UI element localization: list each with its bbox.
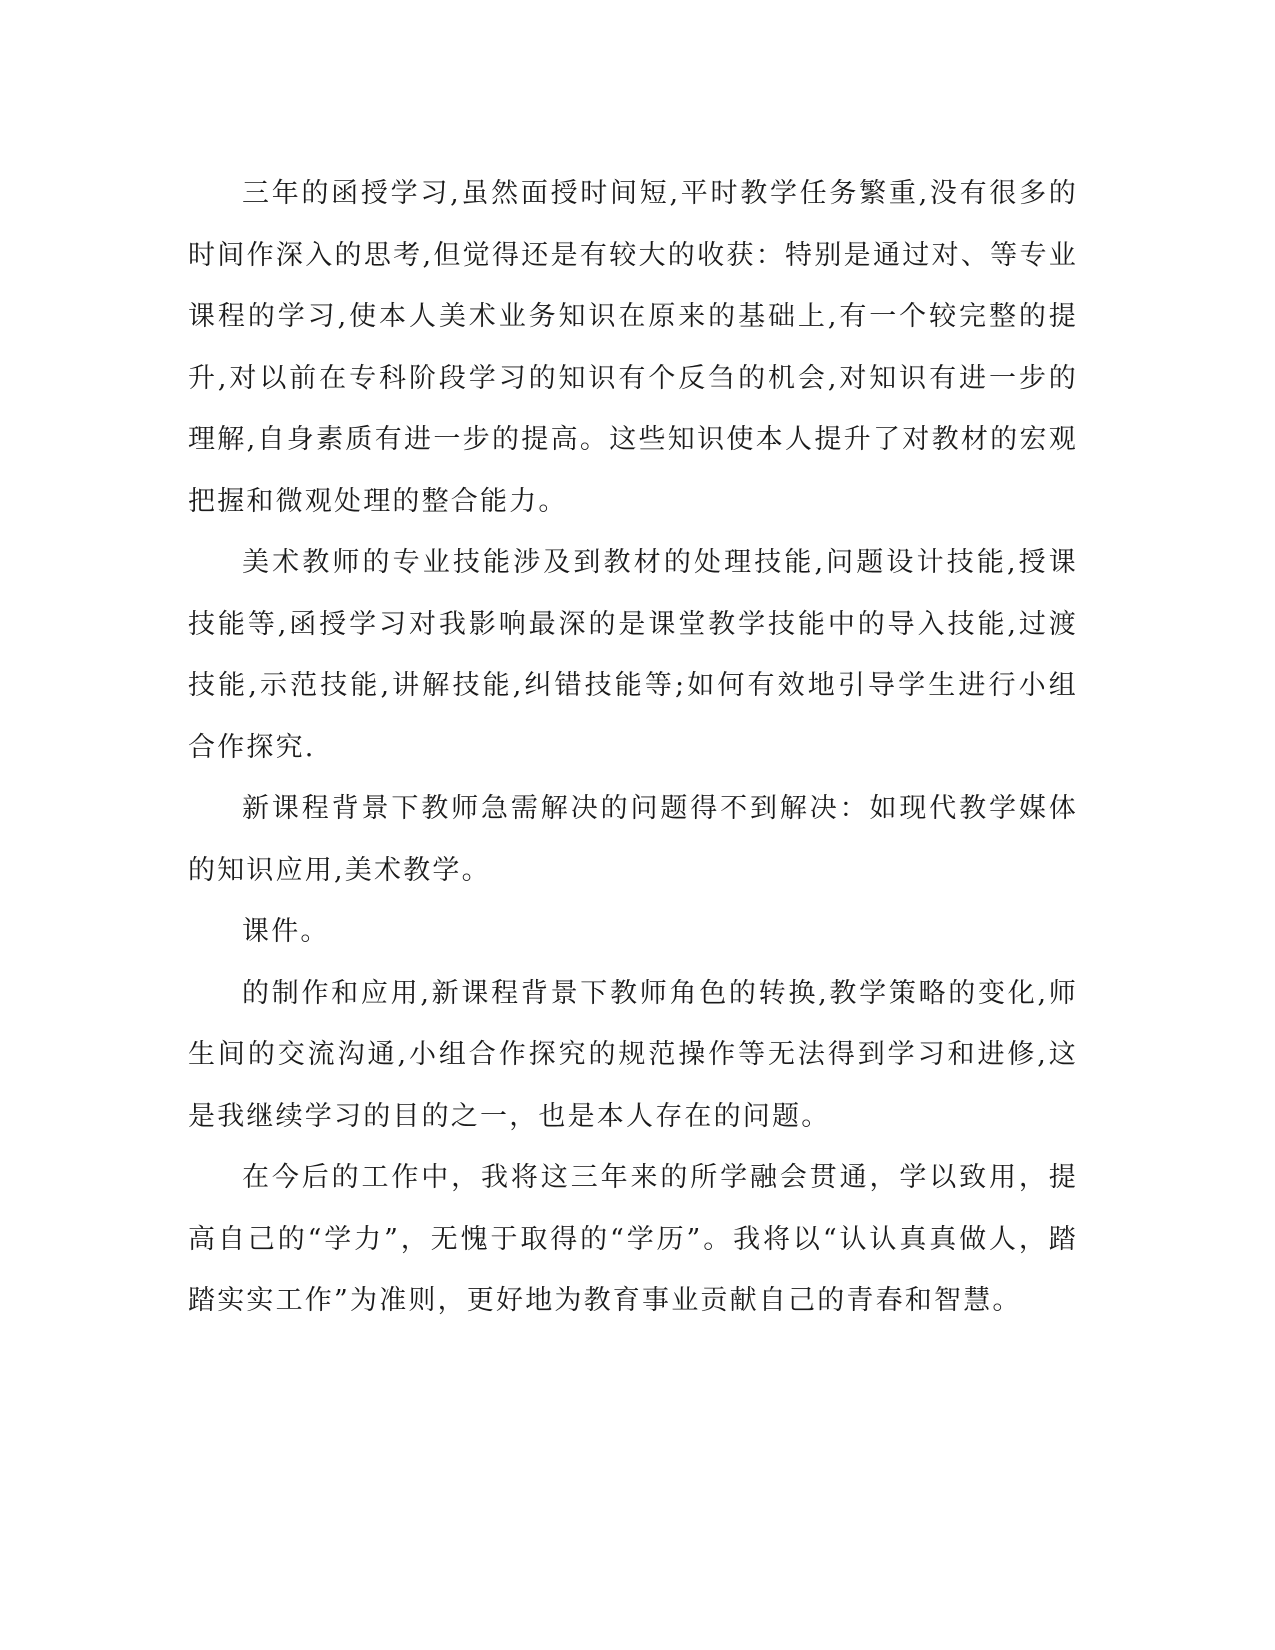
paragraph-4: 课件。 (242, 916, 330, 947)
paragraph-2: 美术教师的专业技能涉及到教材的处理技能,问题设计技能,授课技能等,函授学习对我影响最深的是课堂教学技能中的导入技能,过渡技能,示范技能,讲解技能,纠错技能等;如何有效地引导学生进行小组合作探究. (188, 547, 1078, 763)
paragraph-1: 三年的函授学习,虽然面授时间短,平时教学任务繁重,没有很多的时间作深入的思考,但觉得还是有较大的收获：特别是通过对、等专业课程的学习,使本人美术业务知识在原来的基础上,有一个较完整的提升,对以前在专科阶段学习的知识有个反刍的机会,对知识有进一步的理解,自身素质有进一步的提高。这些知识使本人提升了对教材的宏观把握和微观处理的整合能力。 (188, 178, 1078, 517)
document-body (188, 163, 1078, 1332)
paragraph-5: 的制作和应用,新课程背景下教师角色的转换,教学策略的变化,师生间的交流沟通,小组合作探究的规范操作等无法得到学习和进修,这是我继续学习的目的之一，也是本人存在的问题。 (188, 977, 1078, 1132)
paragraph-6: 在今后的工作中，我将这三年来的所学融会贯通，学以致用，提高自己的“学力”，无愧于取得的“学历”。我将以“认认真真做人，踏踏实实工作”为准则，更好地为教育事业贡献自己的青春和智慧。 (188, 1162, 1078, 1316)
paragraph-3: 新课程背景下教师急需解决的问题得不到解决：如现代教学媒体的知识应用,美术教学。 (188, 793, 1078, 886)
